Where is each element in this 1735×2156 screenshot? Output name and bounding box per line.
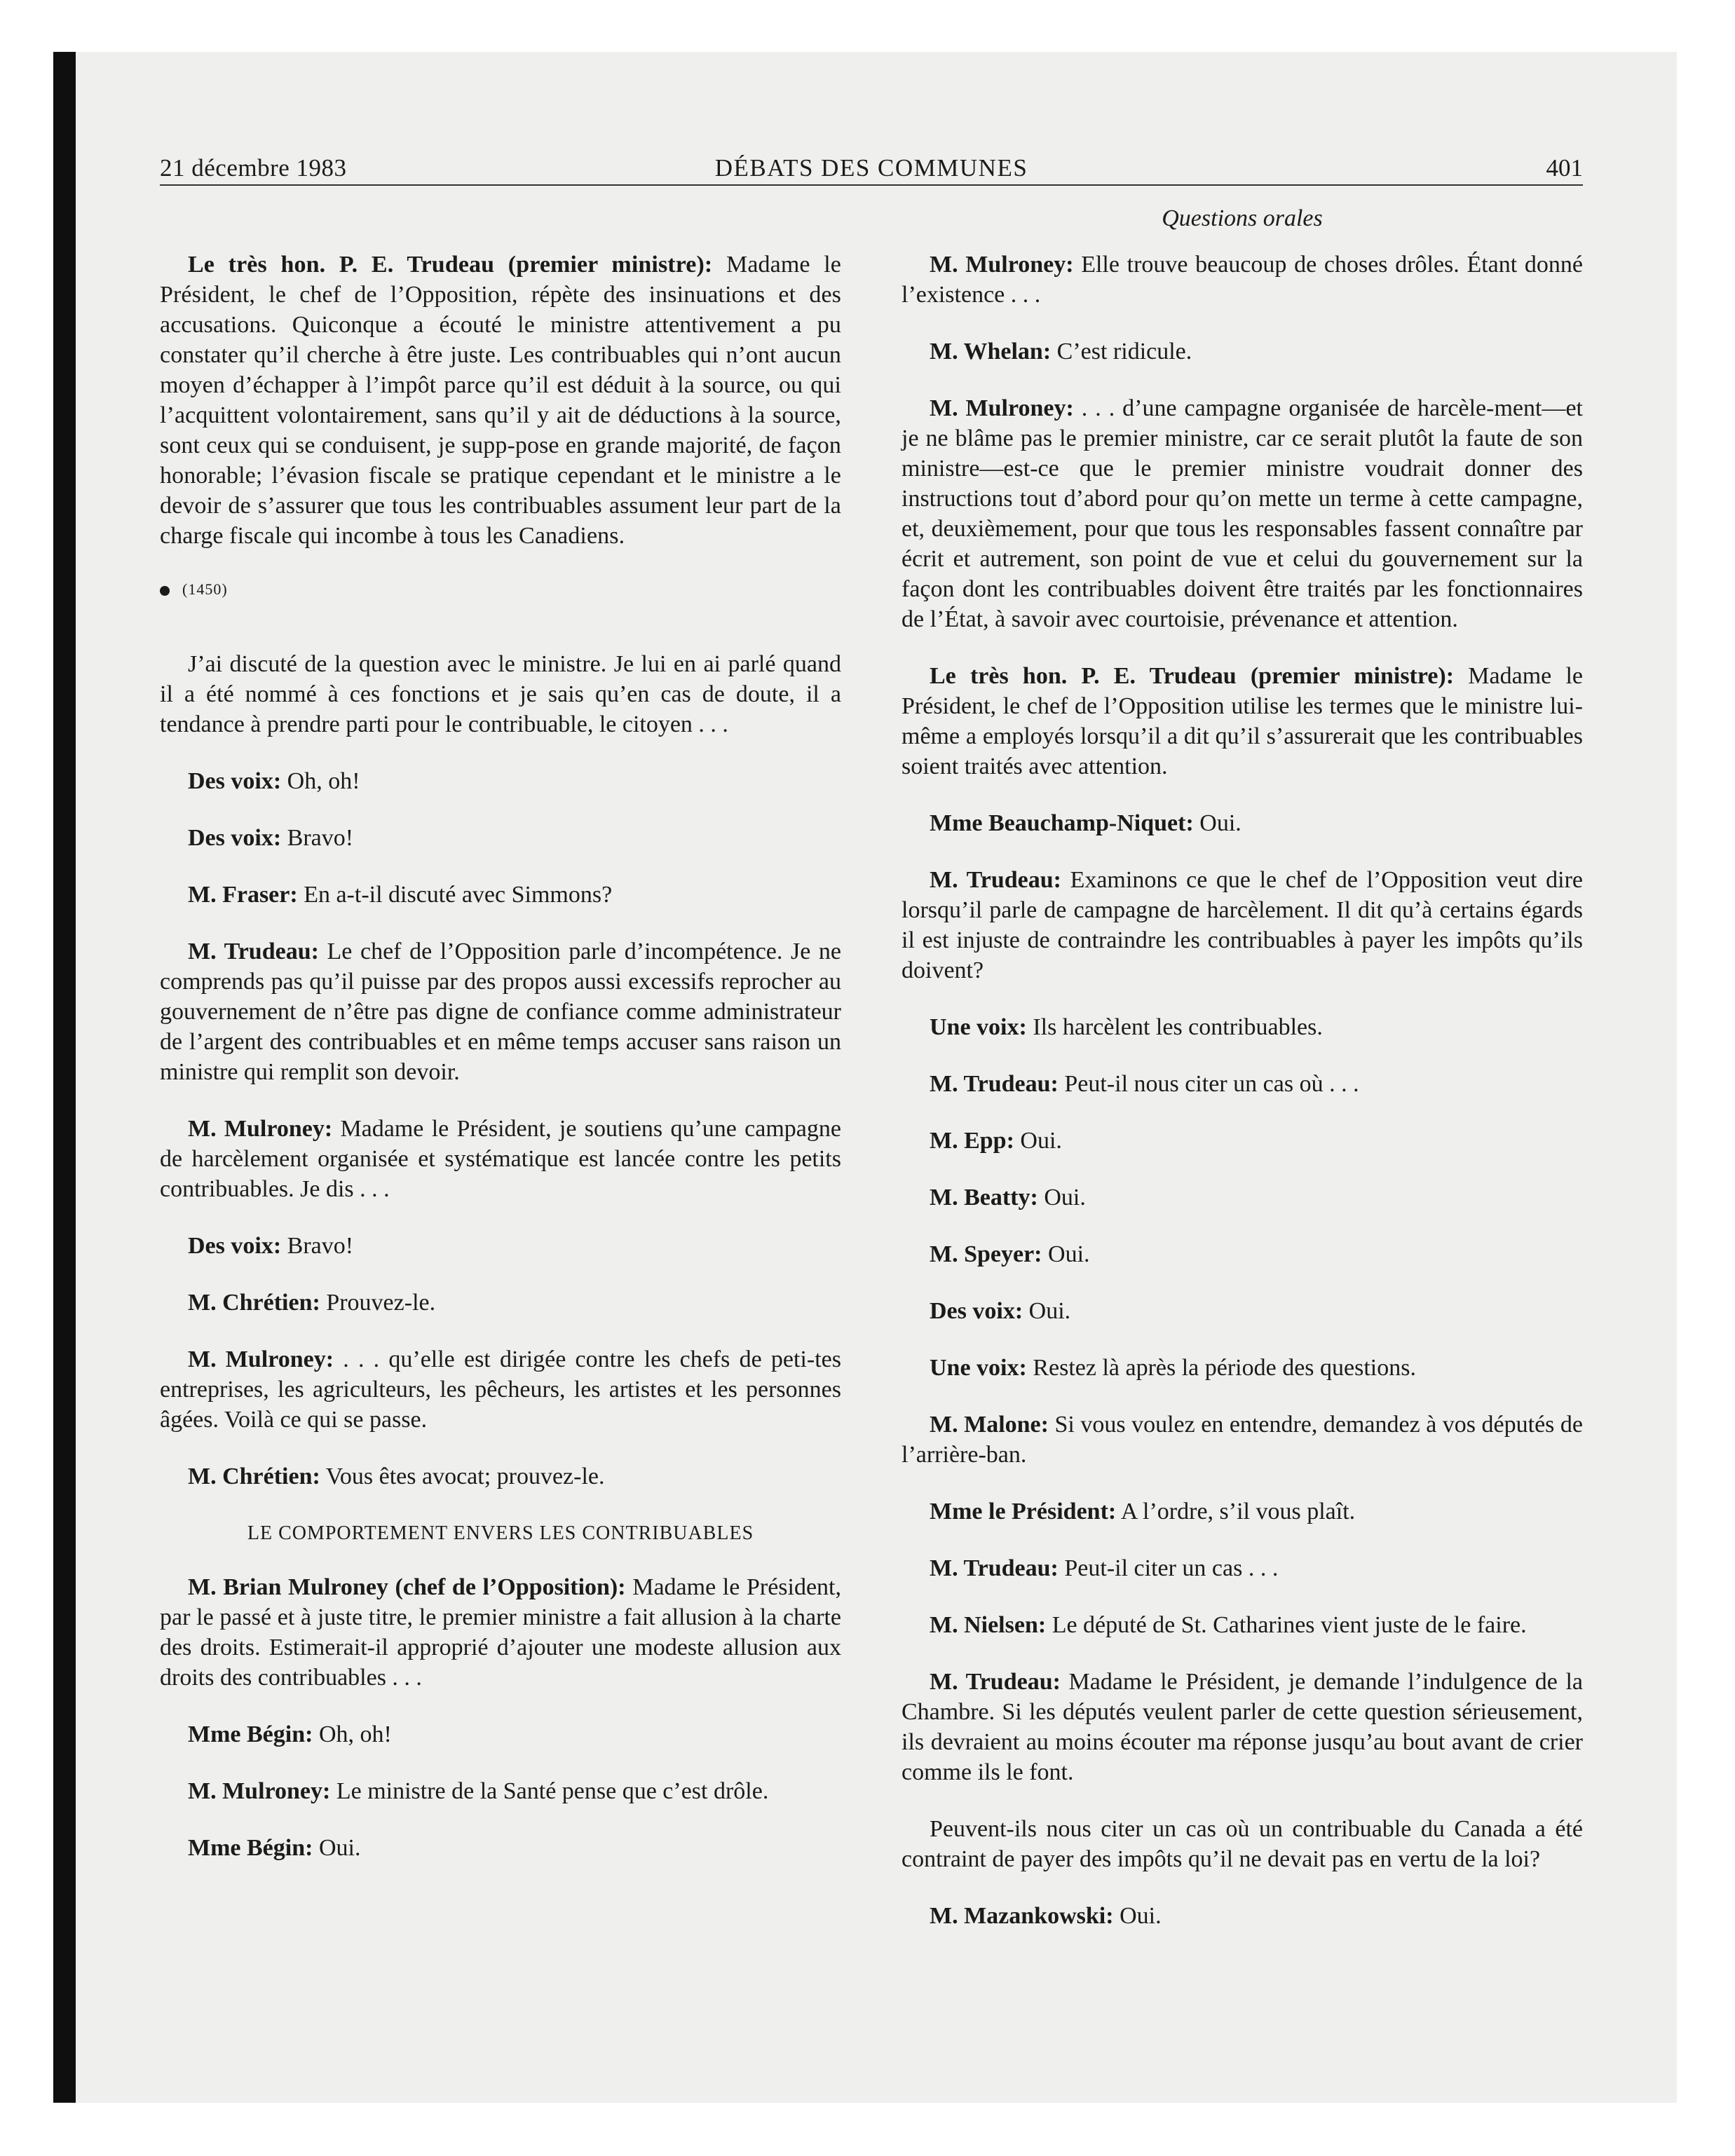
speaker-name: M. Whelan:: [930, 339, 1052, 364]
speech-text: Peuvent-ils nous citer un cas où un contribuable du Canada a été contraint de payer des impôts qu’il ne devait pas en vertu de la loi?: [901, 1816, 1583, 1872]
speaker-name: Mme le Président:: [930, 1499, 1117, 1524]
paragraph: [160, 1231, 841, 1261]
paragraph: [160, 1344, 841, 1435]
speech-text: Bravo!: [281, 1233, 354, 1259]
section-label: Questions orales: [1162, 205, 1323, 231]
speaker-name: M. Chrétien:: [188, 1464, 320, 1489]
paragraph: [160, 936, 841, 1087]
speaker-name: M. Malone:: [930, 1412, 1049, 1438]
speaker-name: M. Brian Mulroney (chef de l’Opposition):: [188, 1574, 626, 1600]
paragraph: [160, 880, 841, 910]
paragraph: [901, 1069, 1583, 1099]
speaker-name: Une voix:: [930, 1355, 1027, 1381]
paragraph: [160, 1114, 841, 1204]
speech-text: Oh, oh!: [281, 768, 360, 794]
paragraph: [901, 1296, 1583, 1326]
speech-text: En a-t-il discuté avec Simmons?: [297, 882, 613, 908]
speaker-name: Mme Beauchamp-Niquet:: [930, 810, 1194, 836]
speech-text: Madame le Président, je demande l’indulgence de la Chambre. Si les députés veulent parler de cette question sérieusement, ils devraient au moins écouter ma réponse jusqu’au bout avant de crier comme ils le font.: [901, 1669, 1583, 1785]
speaker-name: M. Fraser:: [188, 882, 298, 908]
paragraph: [901, 1553, 1583, 1583]
speech-text: Le ministre de la Santé pense que c’est drôle.: [330, 1778, 769, 1804]
speech-text: Restez là après la période des questions.: [1026, 1355, 1416, 1381]
paragraph: [901, 661, 1583, 782]
paragraph: [160, 1572, 841, 1693]
speech-text: Madame le Président, par le passé et à juste titre, le premier ministre a fait allusion à la charte des droits. Estimerait-il approprié d’ajouter une modeste allusion aux droits des contribuables . . .: [160, 1574, 842, 1691]
speech-text: Prouvez-le.: [320, 1290, 436, 1316]
paragraph: [160, 1833, 841, 1863]
speaker-name: M. Trudeau:: [930, 867, 1061, 893]
speech-text: Oh, oh!: [313, 1721, 392, 1747]
paragraph: [901, 250, 1583, 310]
speaker-name: M. Trudeau:: [188, 939, 319, 964]
speech-text: Oui.: [313, 1835, 361, 1861]
paragraph: [160, 1776, 841, 1806]
speech-text: Oui.: [1023, 1298, 1071, 1324]
speech-text: Peut-il nous citer un cas où . . .: [1058, 1071, 1359, 1097]
speech-text: Madame le Président, je soutiens qu’une campagne de harcèlement organisée et systématique est lancée contre les petits contribuables. Je dis . . .: [160, 1116, 841, 1202]
speaker-name: M. Speyer:: [930, 1241, 1042, 1267]
speaker-name: Des voix:: [930, 1298, 1023, 1324]
speech-text: Oui.: [1014, 1128, 1062, 1154]
speaker-name: Mme Bégin:: [188, 1721, 313, 1747]
speech-text: Bravo!: [281, 825, 354, 851]
speech-text: C’est ridicule.: [1051, 339, 1192, 364]
speech-text: Oui.: [1042, 1241, 1090, 1267]
paragraph: [901, 1610, 1583, 1640]
speaker-name: Une voix:: [930, 1014, 1027, 1040]
paragraph: [901, 1353, 1583, 1383]
speech-text: Oui.: [1193, 810, 1241, 836]
speech-text: Le député de St. Catharines vient juste de le faire.: [1046, 1612, 1527, 1638]
header-date: 21 décembre 1983: [160, 154, 347, 182]
speaker-name: Des voix:: [188, 825, 282, 851]
paragraph: [901, 1901, 1583, 1931]
header-rule: [160, 184, 1583, 186]
speaker-name: M. Beatty:: [930, 1185, 1038, 1210]
speech-text: . . . d’une campagne organisée de harcèle-ment—et je ne blâme pas le premier ministre, car ce serait plutôt la faute de son ministre—est-ce que le premier ministre voudrait donner des instructions tout d’abord pour qu’on mette un terme à cette campagne, et, deuxièmement, pour que tous les responsables fassent connaître par écrit et autrement, son point de vue et celui du gouvernement sur la façon dont les contribuables doivent être traités par les fonctionnaires de l’État, à savoir avec courtoisie, prévenance et attention.: [901, 395, 1583, 632]
speaker-name: M. Trudeau:: [930, 1555, 1059, 1581]
speaker-name: Le très hon. P. E. Trudeau (premier ministre):: [930, 663, 1455, 689]
speaker-name: M. Mazankowski:: [930, 1903, 1114, 1929]
paragraph: [160, 250, 841, 551]
speech-text: Madame le Président, le chef de l’Opposition utilise les termes que le ministre lui-même a employés lorsqu’il a dit qu’il s’assurerait que les contribuables soient traités avec attention.: [901, 663, 1583, 779]
paragraph: [160, 823, 841, 853]
speech-text: Elle trouve beaucoup de choses drôles. Étant donné l’existence . . .: [901, 252, 1583, 308]
header-page-number: 401: [1546, 154, 1583, 182]
speaker-name: Le très hon. P. E. Trudeau (premier ministre):: [188, 252, 713, 278]
paragraph: [901, 1126, 1583, 1156]
speech-text: Si vous voulez en entendre, demandez à vos députés de l’arrière-ban.: [901, 1412, 1583, 1468]
speech-text: Examinons ce que le chef de l’Opposition veut dire lorsqu’il parle de campagne de harcèlement. Il dit qu’à certains égards il est injuste de contraindre les contribuables à payer les impôts qu’ils doivent?: [901, 867, 1583, 983]
paragraph: [901, 1814, 1583, 1874]
speech-text: Madame le Président, le chef de l’Opposition, répète des insinuations et des accusations. Quiconque a écouté le ministre attentivement a pu constater qu’il cherche à être juste. Les contribuables qui n’ont aucun moyen d’échapper à l’impôt parce qu’il est déduit à la source, ou qui l’acquittent volontairement, sans qu’il y ait de déductions à la source, sont ceux qui se conduisent, je supp-pose en grande majorité, de façon honorable; l’évasion fiscale se pratique cependant et le ministre a le devoir de s’assurer que tous les contribuables assument leur part de la charge fiscale qui incombe à tous les Canadiens.: [160, 252, 841, 549]
paragraph: [160, 1288, 841, 1318]
speaker-name: Mme Bégin:: [188, 1835, 313, 1861]
right-column: [901, 250, 1583, 1958]
speaker-name: Des voix:: [188, 768, 282, 794]
paragraph: [901, 1012, 1583, 1042]
paragraph: [901, 1496, 1583, 1527]
speaker-name: M. Mulroney:: [188, 1778, 331, 1804]
paragraph: [901, 1182, 1583, 1213]
paragraph: [901, 393, 1583, 634]
paragraph: [901, 865, 1583, 985]
paragraph: [901, 1410, 1583, 1470]
paragraph: [901, 808, 1583, 838]
speaker-name: Des voix:: [188, 1233, 282, 1259]
paragraph: [160, 649, 841, 739]
speech-text: . . . qu’elle est dirigée contre les chefs de peti-tes entreprises, les agriculteurs, les pêcheurs, les artistes et les personnes âgées. Voilà ce qui se passe.: [160, 1346, 841, 1433]
time-marker: [160, 579, 841, 600]
speech-text: Oui.: [1113, 1903, 1162, 1929]
speaker-name: M. Trudeau:: [930, 1669, 1061, 1695]
speech-text: Ils harcèlent les contribuables.: [1026, 1014, 1323, 1040]
paragraph: [160, 1719, 841, 1749]
speech-text: A l’ordre, s’il vous plaît.: [1116, 1499, 1356, 1524]
bullet-icon: [160, 586, 170, 596]
speaker-name: M. Mulroney:: [930, 252, 1074, 278]
speech-text: Le chef de l’Opposition parle d’incompétence. Je ne comprends pas qu’il puisse par des propos aussi excessifs reprocher au gouvernement de n’être pas digne de confiance comme administrateur de l’argent des contribuables et en même temps accuser sans raison un ministre qui remplit son devoir.: [160, 939, 841, 1085]
left-column: [160, 250, 841, 1890]
speech-text: Vous êtes avocat; prouvez-le.: [320, 1464, 605, 1489]
speech-text: J’ai discuté de la question avec le ministre. Je lui en ai parlé quand il a été nommé à ces fonctions et je sais qu’en cas de doute, il a tendance à prendre parti pour le contribuable, le citoyen . . .: [160, 651, 841, 737]
subheading: LE COMPORTEMENT ENVERS LES CONTRIBUABLES: [247, 1522, 754, 1544]
scan-binding-edge: [53, 52, 76, 2103]
header-title: DÉBATS DES COMMUNES: [714, 154, 1028, 182]
speech-text: Peut-il citer un cas . . .: [1058, 1555, 1279, 1581]
paragraph: [901, 1667, 1583, 1787]
time-marker-text: (1450): [182, 580, 228, 598]
speaker-name: M. Mulroney:: [188, 1116, 333, 1142]
speaker-name: M. Nielsen:: [930, 1612, 1047, 1638]
speaker-name: M. Mulroney:: [930, 395, 1074, 421]
speech-text: Oui.: [1037, 1185, 1086, 1210]
speaker-name: M. Trudeau:: [930, 1071, 1059, 1097]
speaker-name: M. Mulroney:: [188, 1346, 334, 1372]
speaker-name: M. Chrétien:: [188, 1290, 320, 1316]
speaker-name: M. Epp:: [930, 1128, 1014, 1154]
paragraph: [901, 1239, 1583, 1269]
paragraph: [901, 336, 1583, 367]
paragraph: [160, 766, 841, 796]
paragraph: [160, 1461, 841, 1492]
